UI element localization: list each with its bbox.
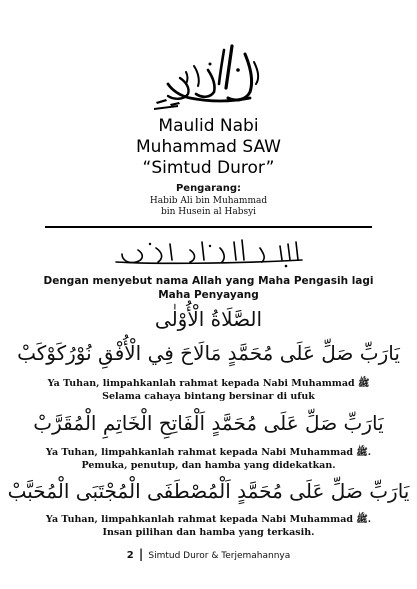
title-line-1: Maulid Nabi bbox=[158, 116, 259, 136]
pengarang-label: Pengarang: bbox=[175, 183, 242, 194]
author-line-1: Habib Ali bin Muhammad bbox=[149, 196, 268, 206]
muhammad-rasulullah-calligraphy-icon bbox=[150, 40, 268, 114]
verse-1-translation-line-1: Ya Tuhan, limpahkanlah rahmat kepada Nabi Muhammad ﷺ bbox=[47, 378, 370, 389]
verse-2-translation-line-2: Pemuka, penutup, dan hamba yang didekatkan. bbox=[81, 460, 336, 471]
verse-1-translation-line-2: Selama cahaya bintang bersinar di ufuk bbox=[102, 391, 315, 402]
footer-separator: | bbox=[138, 547, 144, 561]
header-divider bbox=[45, 226, 372, 228]
verse-3-translation-line-1: Ya Tuhan, limpahkanlah rahmat kepada Nabi Muhammad ﷺ. bbox=[45, 514, 372, 525]
verse-2-translation-line-1: Ya Tuhan, limpahkanlah rahmat kepada Nabi Muhammad ﷺ. bbox=[45, 447, 372, 458]
footer-book-title: Simtud Duror & Terjemahannya bbox=[148, 551, 291, 561]
page-number: 2 bbox=[126, 550, 134, 561]
verse-3-arabic: يَارَبِّ صَلِّ عَلَى مُحَمَّدٍ اَلْمُصْطَفَى الْمُجْتَبَى الْمُحَبَّبْ bbox=[7, 479, 410, 503]
title-line-2: Muhammad SAW bbox=[136, 137, 281, 157]
verse-3-translation-line-2: Insan pilihan dan hamba yang terkasih. bbox=[102, 527, 315, 538]
title-line-3: “Simtud Duror” bbox=[142, 158, 275, 178]
section-title-arabic: الصَّلَاةُ الْأُوْلٰى bbox=[154, 307, 263, 331]
author-line-2: bin Husein al Habsyi bbox=[160, 207, 257, 217]
verse-1-arabic: يَارَبِّ صَلِّ عَلَى مُحَمَّدٍ مَالَاحَ فِي الْأُفْقِ نُوْرُكَوْكَبْ bbox=[17, 341, 400, 365]
intro-text: Dengan menyebut nama Allah yang Maha Pengasih lagi Maha Penyayang bbox=[43, 275, 374, 301]
page-footer bbox=[0, 547, 417, 561]
verse-2-arabic: يَارَبِّ صَلِّ عَلَى مُحَمَّدٍ اَلْفَاتِحِ الْخَاتِمِ الْمُقَرَّبْ bbox=[33, 411, 384, 435]
bismillah-calligraphy-icon bbox=[110, 234, 310, 270]
